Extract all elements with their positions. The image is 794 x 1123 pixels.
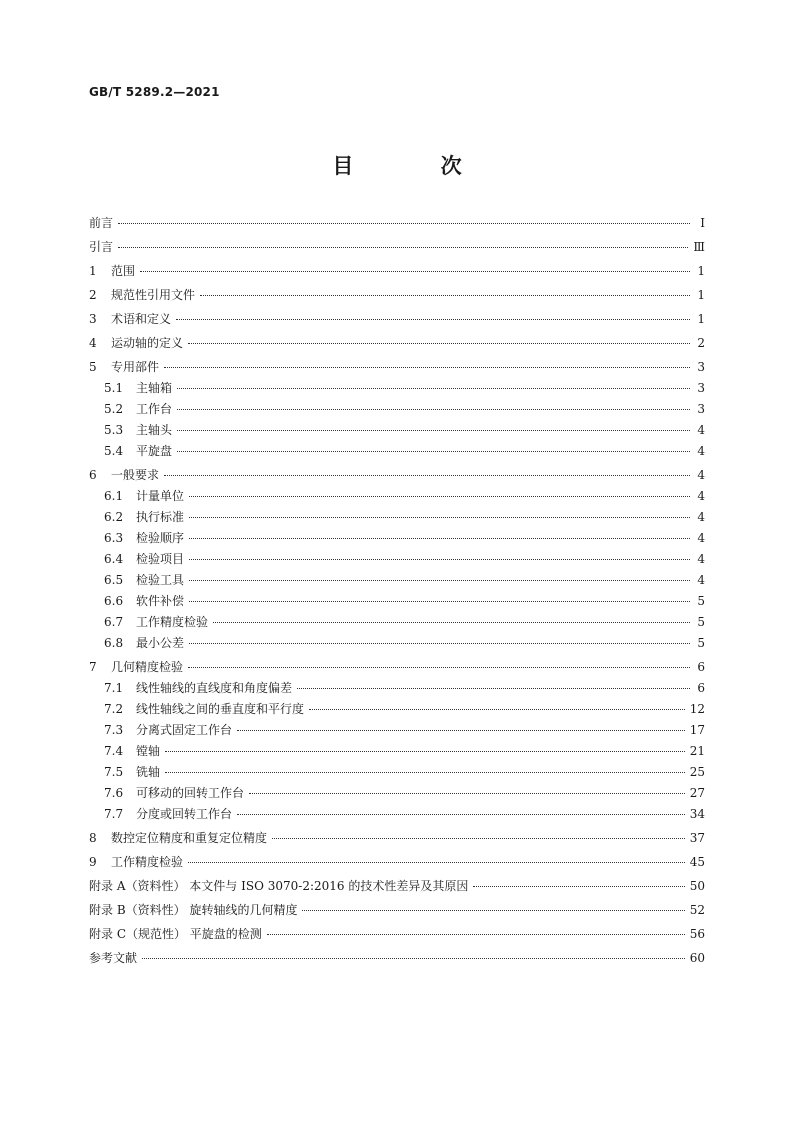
toc-entry-page-number: 4 [697,489,705,503]
toc-entry[interactable] [89,552,705,566]
toc-entry[interactable] [89,786,705,800]
toc-entry-page-number: 60 [689,951,705,965]
dot-leader [189,517,690,518]
toc-entry-number: 7.4 [104,744,124,758]
toc-entry-page-number: 2 [697,336,705,350]
toc-entry-label: 几何精度检验 [111,660,184,674]
dot-leader [177,409,690,410]
toc-entry-number: 6 [89,468,97,482]
toc-entry[interactable] [89,831,705,845]
toc-entry-number: 7.1 [104,681,124,695]
toc-entry-label: 数控定位精度和重复定位精度 [111,831,268,845]
toc-entry-label: 主轴头 [136,423,173,437]
dot-leader [189,643,690,644]
toc-entry-page-number: 3 [697,360,705,374]
toc-entry[interactable] [89,510,705,524]
toc-entry-page-number: 37 [689,831,705,845]
toc-entry[interactable] [89,951,705,965]
toc-entry-label: 铣轴 [136,765,161,779]
toc-entry-page-number: 4 [697,531,705,545]
dot-leader [473,886,684,887]
toc-entry-number: 4 [89,336,97,350]
toc-entry[interactable] [89,744,705,758]
toc-entry-number: 6.4 [104,552,124,566]
toc-entry[interactable] [89,879,705,893]
dot-leader [165,772,685,773]
toc-entry-page-number: 5 [697,636,705,650]
toc-entry-page-number: 56 [689,927,705,941]
dot-leader [164,475,690,476]
toc-entry-page-number: 3 [697,402,705,416]
toc-entry-number: 5.4 [104,444,124,458]
toc-entry-page-number: 21 [689,744,705,758]
toc-entry-page-number: 1 [697,264,705,278]
toc-entry-page-number: 1 [697,288,705,302]
toc-entry[interactable] [89,927,705,941]
toc-entry-label: 专用部件 [111,360,160,374]
toc-entry-page-number: 4 [697,444,705,458]
toc-entry-page-number: 34 [689,807,705,821]
toc-entry-page-number: 52 [689,903,705,917]
dot-leader [177,430,690,431]
toc-entry[interactable] [89,216,705,230]
toc-entry[interactable] [89,636,705,650]
toc-entry[interactable] [89,468,705,482]
toc-entry-number: 2 [89,288,97,302]
toc-entry-label: 附录 B（资料性） 旋转轴线的几何精度 [89,903,298,917]
dot-leader [237,814,685,815]
toc-entry-page-number: Ⅲ [693,240,705,254]
toc-entry-label: 检验顺序 [136,531,185,545]
toc-entry-label: 运动轴的定义 [111,336,184,350]
dot-leader [188,862,685,863]
toc-entry-page-number: 17 [689,723,705,737]
dot-leader [142,958,685,959]
toc-entry-page-number: 45 [689,855,705,869]
toc-entry[interactable] [89,402,705,416]
toc-entry-page-number: 4 [697,573,705,587]
toc-entry-label: 检验项目 [136,552,185,566]
toc-entry-label: 检验工具 [136,573,185,587]
dot-leader [140,271,690,272]
toc-entry-label: 附录 C（规范性） 平旋盘的检测 [89,927,262,941]
dot-leader [189,580,690,581]
toc-entry-page-number: 5 [697,594,705,608]
toc-entry-number: 8 [89,831,97,845]
toc-entry-label: 线性轴线的直线度和角度偏差 [136,681,293,695]
toc-entry-number: 6.1 [104,489,124,503]
toc-entry-label: 镗轴 [136,744,161,758]
toc-entry-label: 范围 [111,264,136,278]
toc-entry-label: 参考文献 [89,951,138,965]
toc-entry-label: 一般要求 [111,468,160,482]
toc-entry-label: 可移动的回转工作台 [136,786,245,800]
dot-leader [176,319,690,320]
toc-entry[interactable] [89,489,705,503]
dot-leader [249,793,685,794]
toc-entry[interactable] [89,336,705,350]
toc-entry-number: 5 [89,360,97,374]
dot-leader [188,667,690,668]
dot-leader [189,496,690,497]
toc-entry-label: 前言 [89,216,114,230]
toc-entry[interactable] [89,681,705,695]
toc-entry-label: 工作精度检验 [111,855,184,869]
toc-entry-label: 工作精度检验 [136,615,209,629]
toc-entry-number: 7.6 [104,786,124,800]
toc-entry-page-number: 25 [689,765,705,779]
dot-leader [200,295,690,296]
toc-entry-number: 6.3 [104,531,124,545]
toc-entry[interactable] [89,615,705,629]
toc-entry-number: 6.2 [104,510,124,524]
table-of-contents [89,216,705,965]
toc-entry-number: 7.2 [104,702,124,716]
page-title: 目 次 [332,153,502,178]
toc-entry-number: 7.5 [104,765,124,779]
dot-leader [213,622,690,623]
dot-leader [267,934,685,935]
toc-entry[interactable] [89,312,705,326]
toc-entry-label: 最小公差 [136,636,185,650]
toc-entry-page-number: 4 [697,468,705,482]
toc-entry-number: 6.8 [104,636,124,650]
dot-leader [309,709,685,710]
toc-entry-number: 7 [89,660,97,674]
dot-leader [272,838,685,839]
toc-entry-label: 软件补偿 [136,594,185,608]
toc-entry[interactable] [89,807,705,821]
toc-entry[interactable] [89,702,705,716]
toc-entry-number: 5.2 [104,402,124,416]
dot-leader [302,910,684,911]
dot-leader [188,343,690,344]
toc-entry-number: 5.1 [104,381,124,395]
toc-entry-number: 6.6 [104,594,124,608]
toc-entry-number: 6.7 [104,615,124,629]
dot-leader [118,223,690,224]
toc-entry-page-number: 5 [697,615,705,629]
toc-entry-page-number: 6 [697,681,705,695]
toc-entry[interactable] [89,903,705,917]
dot-leader [237,730,685,731]
dot-leader [177,451,690,452]
toc-entry-page-number: Ⅰ [700,216,705,230]
toc-entry-label: 附录 A（资料性） 本文件与 ISO 3070-2:2016 的技术性差异及其原因 [89,879,469,893]
toc-entry[interactable] [89,423,705,437]
toc-entry-page-number: 3 [697,381,705,395]
toc-entry[interactable] [89,264,705,278]
toc-entry-label: 分度或回转工作台 [136,807,233,821]
toc-entry[interactable] [89,723,705,737]
toc-entry[interactable] [89,531,705,545]
toc-entry[interactable] [89,240,705,254]
dot-leader [189,559,690,560]
toc-entry-number: 9 [89,855,97,869]
toc-entry-number: 7.7 [104,807,124,821]
dot-leader [165,751,685,752]
dot-leader [118,247,688,248]
toc-entry-label: 执行标准 [136,510,185,524]
toc-entry-page-number: 1 [697,312,705,326]
toc-entry[interactable] [89,660,705,674]
toc-entry-label: 平旋盘 [136,444,173,458]
toc-entry-page-number: 50 [689,879,705,893]
dot-leader [164,367,690,368]
toc-entry[interactable] [89,594,705,608]
toc-entry-page-number: 12 [689,702,705,716]
toc-entry[interactable] [89,360,705,374]
dot-leader [297,688,690,689]
toc-entry-number: 7.3 [104,723,124,737]
toc-entry[interactable] [89,573,705,587]
toc-entry-label: 线性轴线之间的垂直度和平行度 [136,702,305,716]
toc-entry-number: 5.3 [104,423,124,437]
toc-entry-page-number: 4 [697,552,705,566]
toc-entry-label: 引言 [89,240,114,254]
toc-entry[interactable] [89,288,705,302]
toc-entry-number: 1 [89,264,97,278]
toc-entry-label: 工作台 [136,402,173,416]
toc-entry-page-number: 4 [697,423,705,437]
toc-entry-label: 主轴箱 [136,381,173,395]
toc-entry-label: 规范性引用文件 [111,288,196,302]
dot-leader [177,388,690,389]
toc-entry-page-number: 27 [689,786,705,800]
standard-code: GB/T 5289.2—2021 [89,85,220,99]
toc-entry[interactable] [89,381,705,395]
toc-entry-label: 分离式固定工作台 [136,723,233,737]
toc-entry-page-number: 6 [697,660,705,674]
dot-leader [189,538,690,539]
toc-entry[interactable] [89,855,705,869]
toc-entry[interactable] [89,444,705,458]
toc-entry-number: 3 [89,312,97,326]
dot-leader [189,601,690,602]
toc-entry-label: 术语和定义 [111,312,172,326]
toc-entry-page-number: 4 [697,510,705,524]
toc-entry-number: 6.5 [104,573,124,587]
toc-entry-label: 计量单位 [136,489,185,503]
toc-entry[interactable] [89,765,705,779]
